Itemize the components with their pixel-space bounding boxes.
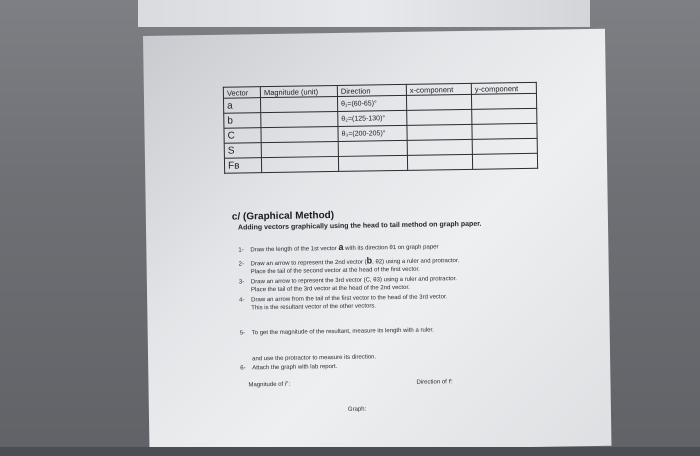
row-label: a — [223, 98, 260, 114]
step-item — [240, 327, 434, 338]
direction-cell: θ₃=(200-205)° — [338, 125, 407, 141]
direction-answer-label — [416, 378, 452, 386]
step-text: and use the protractor to measure its direction. — [252, 354, 377, 363]
direction-cell: θ₂=(125-130)° — [338, 110, 407, 126]
step-item — [238, 242, 438, 255]
header-direction: Direction — [337, 84, 406, 96]
step-item — [239, 256, 460, 276]
magnitude-label-text: Magnitude of — [248, 381, 285, 389]
step-text: Draw the length of the 1st vector — [250, 245, 337, 254]
y-component-cell — [472, 123, 537, 139]
x-component-cell — [407, 124, 472, 140]
resultant-vector-symbol: r⃗ — [448, 379, 452, 386]
colon: : — [288, 381, 291, 388]
step-text: Draw an arrow from the tail of the first vector to the head of the 3rd vector. — [251, 294, 448, 304]
x-component-cell — [407, 109, 472, 125]
y-component-cell — [472, 138, 537, 154]
colon: : — [450, 379, 453, 386]
row-label: Fʙ — [224, 158, 261, 174]
magnitude-cell — [261, 156, 338, 172]
header-magnitude: Magnitude (unit) — [260, 85, 337, 97]
x-component-cell — [407, 139, 472, 155]
section-subtitle: Adding vectors graphically using the head to tail method on graph paper. — [237, 220, 482, 232]
row-label: b — [224, 113, 261, 129]
magnitude-answer-label — [248, 381, 290, 389]
y-component-cell — [472, 153, 537, 169]
step-item — [240, 364, 337, 373]
x-component-cell — [406, 94, 471, 110]
vector-symbol: a — [338, 241, 344, 252]
y-component-cell — [471, 93, 536, 109]
resultant-vector-symbol: r⃗ — [284, 381, 288, 388]
header-vector: Vector — [223, 87, 260, 99]
step-text: To get the magnitude of the resultant, measure its length with a ruler. — [251, 327, 434, 337]
direction-cell — [338, 140, 407, 156]
y-component-cell — [472, 108, 537, 124]
step-text: Draw an arrow to represent the 3rd vector (C, θ3) using a ruler and protractor. — [250, 276, 458, 286]
section-title: c/ (Graphical Method) — [231, 210, 335, 223]
header-y-component: y-component — [471, 82, 536, 94]
step-text: , θ2) using a ruler and protractor. — [372, 258, 460, 266]
step-item — [252, 354, 376, 363]
step-number: 6- — [240, 365, 246, 372]
row-label: S — [224, 143, 261, 159]
vector-table — [223, 82, 538, 174]
step-text: Attach the graph with lab report. — [252, 363, 338, 372]
graph-label: Graph: — [347, 406, 367, 413]
worksheet-page — [143, 29, 611, 453]
step-item — [239, 276, 457, 294]
direction-cell — [338, 155, 407, 171]
magnitude-cell — [261, 111, 338, 127]
step-number: 4- — [239, 297, 245, 304]
step-number: 5- — [239, 330, 246, 337]
step-number: 1- — [238, 247, 244, 254]
step-item — [239, 294, 447, 312]
magnitude-cell — [260, 96, 337, 112]
step-text: with its direction θ1 on graph paper — [345, 244, 439, 252]
vector-symbol: b — [366, 255, 373, 266]
step-continuation: Place the tail of the 3rd vector at the head of the 2nd vector. — [250, 284, 410, 293]
step-continuation: This is the resultant vector of the other vectors. — [251, 302, 377, 311]
step-continuation: Place the tail of the second vector at the head of the first vector. — [250, 266, 420, 275]
step-text: Draw an arrow to represent the 2nd vector ( — [250, 259, 367, 268]
magnitude-cell — [261, 141, 338, 157]
row-label: C — [224, 128, 261, 144]
direction-label-text: Direction of — [416, 379, 449, 386]
step-number: 2- — [238, 261, 244, 268]
bottom-shadow-edge — [0, 447, 700, 456]
direction-cell: θ₁=(60-65)° — [337, 95, 406, 111]
magnitude-cell — [261, 126, 338, 142]
previous-page-edge — [138, 0, 590, 27]
step-number: 3- — [238, 279, 245, 286]
x-component-cell — [407, 154, 472, 170]
header-x-component: x-component — [406, 83, 471, 95]
